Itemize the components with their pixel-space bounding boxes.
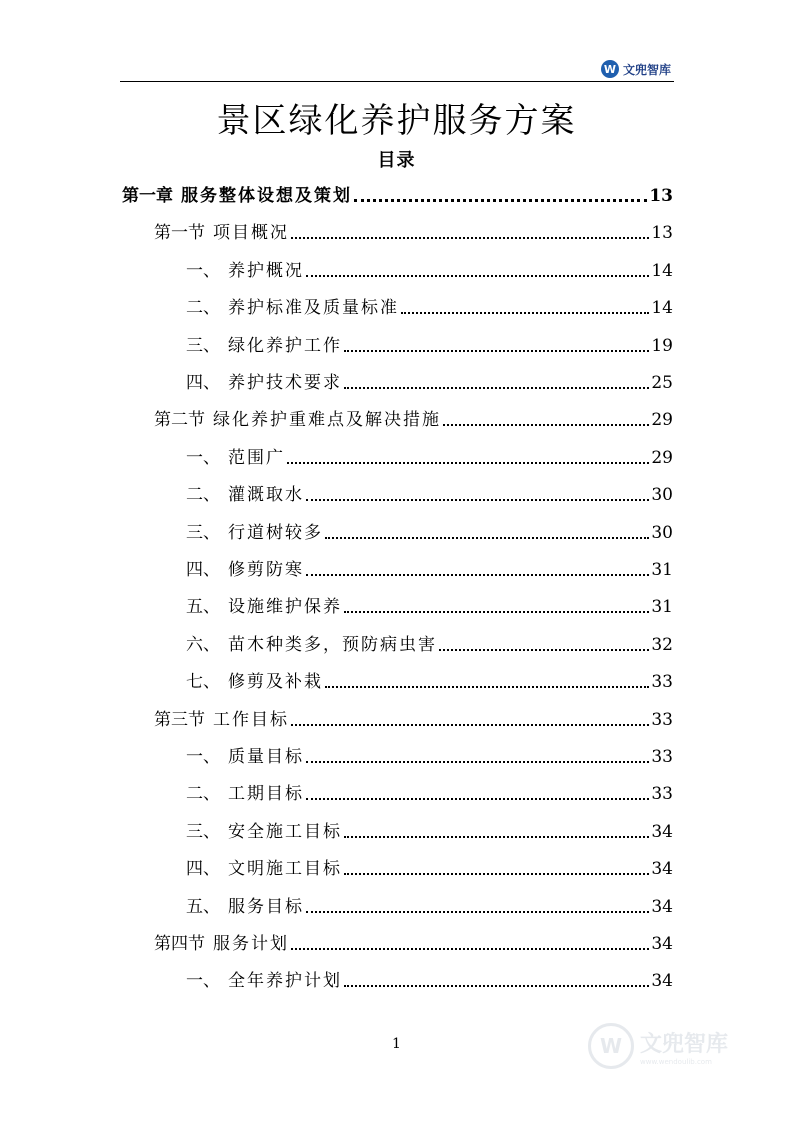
toc-entry-page: 32: [651, 635, 673, 655]
toc-entry[interactable]: [186, 667, 673, 693]
toc-entry[interactable]: [186, 480, 673, 506]
toc-entry-number: 第一章: [122, 186, 173, 206]
toc-entry-number: 五、: [186, 897, 220, 917]
toc-entry-label: 修剪及补栽: [228, 672, 323, 692]
toc-entry-page: 34: [651, 971, 673, 991]
toc-entry[interactable]: [154, 705, 673, 731]
toc-entry-number: 第四节: [154, 934, 205, 954]
toc-entry-label: 苗木种类多，预防病虫害: [228, 635, 437, 655]
toc-entry-number: 第一节: [154, 223, 205, 243]
toc-dot-leader: [306, 761, 649, 763]
toc-entry-label: 绿化养护重难点及解决措施: [213, 410, 441, 430]
toc-entry[interactable]: [186, 817, 673, 843]
header-rule: [120, 81, 674, 82]
toc-dot-leader: [325, 537, 649, 539]
toc-entry-page: 30: [651, 523, 673, 543]
header-logo: [601, 58, 681, 80]
toc-entry[interactable]: [186, 293, 673, 319]
toc-entry-page: 29: [651, 448, 673, 468]
toc-entry-page: 13: [651, 223, 673, 243]
toc-dot-leader: [306, 275, 649, 277]
toc-entry-number: 一、: [186, 261, 220, 281]
toc-entry-page: 33: [651, 747, 673, 767]
toc-entry[interactable]: [186, 555, 673, 581]
watermark-url: www.wendoulib.com: [640, 1057, 712, 1066]
toc-dot-leader: [291, 237, 649, 239]
toc-entry-page: 33: [651, 784, 673, 804]
toc-entry-number: 四、: [186, 859, 220, 879]
toc-entry[interactable]: [186, 630, 673, 656]
toc-entry[interactable]: [186, 742, 673, 768]
toc-entry[interactable]: [154, 929, 673, 955]
page-number: 1: [392, 1036, 401, 1052]
toc-entry-label: 文明施工目标: [228, 859, 342, 879]
toc-entry[interactable]: [186, 331, 673, 357]
toc-entry-label: 服务目标: [228, 897, 304, 917]
toc-entry[interactable]: [122, 181, 673, 207]
toc-entry-number: 三、: [186, 336, 220, 356]
toc-entry-number: 三、: [186, 523, 220, 543]
toc-entry-label: 绿化养护工作: [228, 336, 342, 356]
toc-entry-number: 六、: [186, 635, 220, 655]
toc-dot-leader: [344, 873, 649, 875]
toc-entry-label: 工作目标: [213, 710, 289, 730]
toc-entry-number: 三、: [186, 822, 220, 842]
toc-entry-page: 14: [651, 261, 673, 281]
toc-entry-label: 服务计划: [213, 934, 289, 954]
toc-entry-number: 四、: [186, 373, 220, 393]
toc-entry-label: 修剪防寒: [228, 560, 304, 580]
toc-dot-leader: [306, 798, 649, 800]
toc-entry-page: 13: [649, 186, 673, 206]
toc-entry-label: 工期目标: [228, 784, 304, 804]
toc-entry[interactable]: [186, 779, 673, 805]
toc-dot-leader: [306, 499, 649, 501]
toc-entry-number: 第二节: [154, 410, 205, 430]
toc-entry-number: 一、: [186, 971, 220, 991]
toc-entry-number: 四、: [186, 560, 220, 580]
toc-entry[interactable]: [186, 256, 673, 282]
toc-dot-leader: [344, 611, 649, 613]
toc-entry-number: 二、: [186, 298, 220, 318]
toc-entry[interactable]: [154, 218, 673, 244]
toc-dot-leader: [354, 199, 647, 202]
toc-entry-page: 34: [651, 822, 673, 842]
toc-entry[interactable]: [186, 854, 673, 880]
toc-entry-page: 31: [651, 560, 673, 580]
toc-entry-page: 34: [651, 934, 673, 954]
watermark-logo-icon: W: [588, 1023, 634, 1069]
toc-entry-number: 一、: [186, 747, 220, 767]
toc-entry-page: 34: [651, 897, 673, 917]
toc-entry-number: 二、: [186, 485, 220, 505]
toc-dot-leader: [306, 574, 649, 576]
toc-entry-label: 质量目标: [228, 747, 304, 767]
watermark: [588, 1020, 748, 1072]
toc-entry-label: 范围广: [228, 448, 285, 468]
toc-dot-leader: [306, 911, 649, 913]
toc-entry-label: 服务整体设想及策划: [181, 186, 352, 206]
toc-entry-label: 行道树较多: [228, 523, 323, 543]
toc-dot-leader: [291, 948, 649, 950]
toc-entry-page: 31: [651, 597, 673, 617]
toc-dot-leader: [443, 424, 649, 426]
toc-entry-label: 安全施工目标: [228, 822, 342, 842]
toc-entry-page: 30: [651, 485, 673, 505]
logo-mark-icon: W: [601, 60, 619, 78]
toc-entry-number: 二、: [186, 784, 220, 804]
header-logo-text: 文兜智库: [623, 62, 672, 77]
toc-entry[interactable]: [186, 368, 673, 394]
toc-entry-page: 29: [651, 410, 673, 430]
toc-entry-label: 设施维护保养: [228, 597, 342, 617]
toc-entry-label: 项目概况: [213, 223, 289, 243]
toc-entry-page: 25: [651, 373, 673, 393]
toc-entry[interactable]: [154, 405, 673, 431]
toc-entry-label: 灌溉取水: [228, 485, 304, 505]
toc-entry[interactable]: [186, 592, 673, 618]
toc-entry-label: 全年养护计划: [228, 971, 342, 991]
toc-entry-label: 养护概况: [228, 261, 304, 281]
toc-entry[interactable]: [186, 892, 673, 918]
toc-dot-leader: [344, 350, 649, 352]
toc-dot-leader: [291, 724, 649, 726]
toc-entry-number: 五、: [186, 597, 220, 617]
toc-entry[interactable]: [186, 518, 673, 544]
toc-entry-page: 19: [651, 336, 673, 356]
toc-entry-number: 七、: [186, 672, 220, 692]
toc-heading: 目录: [377, 150, 416, 171]
toc-dot-leader: [439, 649, 649, 651]
document-title: 景区绿化养护服务方案: [216, 101, 577, 141]
toc-dot-leader: [344, 836, 649, 838]
toc-dot-leader: [287, 462, 649, 464]
toc-entry-page: 34: [651, 859, 673, 879]
toc-entry-page: 33: [651, 710, 673, 730]
toc-entry-label: 养护技术要求: [228, 373, 342, 393]
toc-dot-leader: [401, 312, 649, 314]
toc-entry-page: 14: [651, 298, 673, 318]
toc-dot-leader: [344, 985, 649, 987]
toc-entry[interactable]: [186, 443, 673, 469]
toc-dot-leader: [325, 686, 649, 688]
toc-entry[interactable]: [186, 966, 673, 992]
toc-entry-number: 第三节: [154, 710, 205, 730]
toc-entry-page: 33: [651, 672, 673, 692]
toc-dot-leader: [344, 387, 649, 389]
toc-entry-label: 养护标准及质量标准: [228, 298, 399, 318]
toc-entry-number: 一、: [186, 448, 220, 468]
watermark-name: 文兜智库: [640, 1031, 729, 1057]
